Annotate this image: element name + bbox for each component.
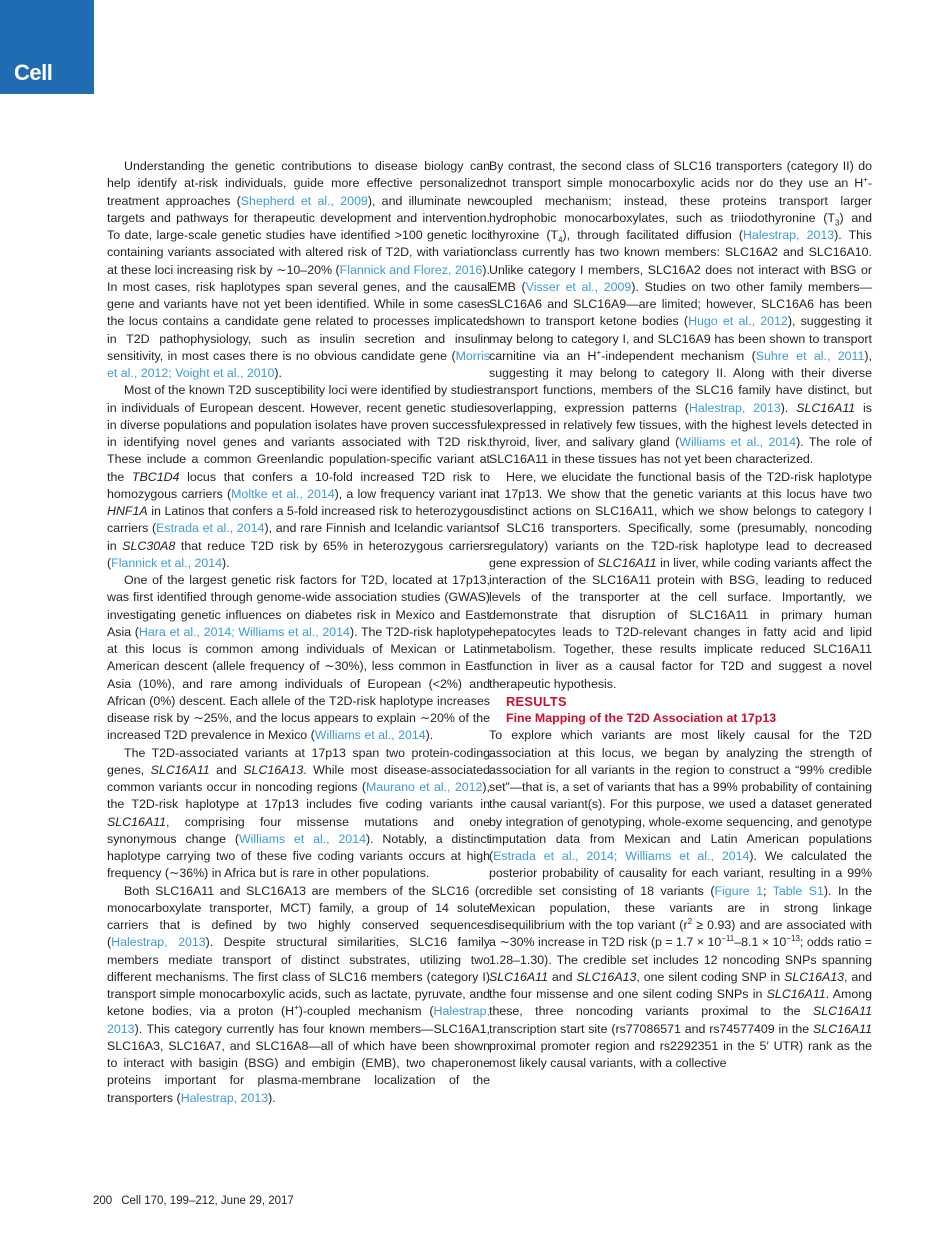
gene-name: SLC16A11 [107,814,167,829]
citation-link[interactable]: Williams et al., 2014 [314,728,426,743]
table-link[interactable]: Table S1 [772,883,824,898]
citation-link[interactable]: Hara et al., 2014; Williams et al., 2014 [138,624,350,639]
citation-link[interactable]: Estrada et al., 2014 [156,521,265,536]
gene-name: SLC16A11 [597,555,657,570]
journal-logo-text: Cell [14,60,53,85]
citation-link[interactable]: Halestrap, 2013 [688,400,781,415]
gene-name: SLC16A11 [812,1004,872,1019]
paragraph: To explore which variants are most likely causal for the T2D association at this locus, we began by analyzing the strength of association for all variants in the region to construct a “99% credible set”—that is, a set of variants that has a 99% probability of containing the causal variant(s). For this purpose, we used a dataset generated by integration of genotyping, whole-exome sequencing, and genotype imputation data from Mexican and Latin American populations (Estrada et al., 2014; Williams et al., 2014). We calculated the posterior probability of causality for each variant, resulting in a 99% credible set consisting of 18 variants (Figure 1; Table S1). In the Mexican population, these variants are in strong linkage disequilibrium with the top variant $(r^2 \ge 0.93)$ and are associated with a ∼30% increase in T2D risk ($p = 1.7 \times 10^{-11}-8.1 \times 10^{-13}$; odds ratio = 1.28–1.30). The credible set includes 12 noncoding SNPs spanning SLC16A11 and SLC16A13, one silent coding SNP in SLC16A13, and the four missense and one silent coding SNPs in SLC16A11. Among these, three noncoding variants proximal to the SLC16A11 transcription start site (rs77086571 and rs74577409 in the SLC16A11 proximal promoter region and rs2292351 in the 5′ UTR) rank as the most likely causal variants, with a collective [489,728,873,1070]
citation-link[interactable]: Moltke et al., 2014 [231,486,335,501]
citation-link[interactable]: Morris et al., 2012; Voight et al., 2010 [107,348,490,380]
citation-link[interactable]: Maurano et al., 2012 [365,780,483,794]
gene-name: SLC16A11 [150,762,210,777]
citation-link[interactable]: Shepherd et al., 2009 [240,193,368,208]
citation-link[interactable]: Suhre et al., 2011 [755,348,865,363]
citation-link[interactable]: Estrada et al., 2014; Williams et al., 2014 [493,849,750,863]
gene-name: SLC30A8 [122,538,176,553]
citation-link[interactable]: Halestrap, 2013 [742,228,835,242]
journal-citation: Cell 170, 199–212, June 29, 2017 [121,1195,294,1207]
citation-link[interactable]: Flannick and Florez, 2016 [339,262,483,277]
citation-link[interactable]: Hugo et al., 2012 [688,314,788,329]
section-heading-results: RESULTS [506,693,567,709]
journal-logo [0,0,94,94]
citation-link[interactable]: Halestrap, 2013 [107,1004,490,1036]
paragraph: Most of the known T2D susceptibility loci were identified by studies in individuals of European descent. However, recent genetic studies in diverse populations and population isolates have proven successful in identifying novel genes and variants associated with T2D risk. These include a common Greenlandic population-specific variant at the TBC1D4 locus that confers a 10-fold increased T2D risk to homozygous carriers (Moltke et al., 2014), a low frequency variant in HNF1A in Latinos that confers a 5-fold increased risk to heterozygous carriers (Estrada et al., 2014), and rare Finnish and Icelandic variants in SLC30A8 that reduce T2D risk by 65% in heterozygous carriers (Flannick et al., 2014). [107,383,491,570]
left-column [107,158,490,1107]
citation-link[interactable]: Halestrap, 2013 [111,935,206,950]
paragraph: Understanding the genetic contributions to disease biology can help identify at-risk individuals, guide more effective personalized treatment approaches (Shepherd et al., 2009), and illuminate new targets and pathways for therapeutic development and intervention. To date, large-scale genetic studies have identified >100 genetic loci containing variants associated with altered risk of T2D, with variation at these loci increasing risk by ∼10–20% (Flannick and Florez, 2016). In most cases, risk haplotypes span several genes, and the causal gene and variants have not yet been identified. While in some cases the locus contains a candidate gene related to processes implicated in T2D pathophysiology, such as insulin secretion and insulin sensitivity, in most cases there is no obvious candidate gene (Morris et al., 2012; Voight et al., 2010). [107,159,490,380]
gene-name: SLC16A11 [766,987,826,1001]
gene-name: SLC16A13 [576,969,637,984]
figure-link[interactable]: Figure 1 [714,883,763,898]
citation-link[interactable]: Halestrap, 2013 [180,1090,269,1105]
right-column [489,158,872,1072]
paragraph: By contrast, the second class of SLC16 transporters (category II) do not transport simple monocarboxylic acids nor do they use an H+-coupled mechanism; instead, these proteins transport larger hydrophobic monocarboxylates, such as triiodothyronine $(T_3)$ and thyroxine $(T_4)$, through facilitated diffusion (Halestrap, 2013). This class currently has two known members: SLC16A2 and SLC16A10. Unlike category I members, SLC16A2 does not interact with BSG or EMB (Visser et al., 2009). Studies on two other family members—SLC16A6 and SLC16A9—are limited; however, SLC16A6 has been shown to transport ketone bodies (Hugo et al., 2012), suggesting it may belong to category I, and SLC16A9 has been shown to transport carnitine via an H+-independent mechanism (Suhre et al., 2011), suggesting it may belong to category II. Along with their diverse transport functions, members of the SLC16 family have distinct, but overlapping, expression patterns (Halestrap, 2013). SLC16A11 is expressed in relatively few tissues, with the highest levels detected in thyroid, liver, and salivary gland (Williams et al., 2014). The role of SLC16A11 in these tissues has not yet been characterized. [489,159,873,467]
gene-name: SLC16A11 [812,1021,872,1036]
citation-link[interactable]: Williams et al., 2014 [679,435,797,449]
gene-name: SLC16A13 [784,969,845,984]
subsection-heading: Fine Mapping of the T2D Association at 17p13 [506,711,777,725]
citation-link[interactable]: Williams et al., 2014 [238,831,366,846]
page-number: 200 [93,1195,113,1207]
citation-link[interactable]: Visser et al., 2009 [525,279,632,294]
gene-name: SLC16A11 [796,400,856,415]
citation-link[interactable]: Flannick et al., 2014 [111,555,223,570]
gene-name: TBC1D4 [131,469,180,484]
paragraph: Both SLC16A11 and SLC16A13 are members of the SLC16 (or monocarboxylate transporter, MCT) family, a group of 14 solute carriers that is defined by two highly conserved sequences (Halestrap, 2013). Despite structural similarities, SLC16 family members mediate transport of distinct substrates, utilizing two different mechanisms. The first class of SLC16 members (category I) transport simple monocarboxylic acids, such as lactate, pyruvate, and ketone bodies, via a proton (H+)-coupled mechanism (Halestrap, 2013). This category currently has four known members—SLC16A1, SLC16A3, SLC16A7, and SLC16A8—all of which have been shown to interact with basigin (BSG) and embigin (EMB), two chaperone proteins important for plasma-membrane localization of the transporters (Halestrap, 2013). [107,883,490,1105]
gene-name: HNF1A [107,504,148,518]
page-footer [93,1195,294,1207]
paragraph: The T2D-associated variants at 17p13 span two protein-coding genes, SLC16A11 and SLC16A13. While most disease-associated common variants occur in noncoding regions (Maurano et al., 2012), the T2D-risk haplotype at 17p13 includes five coding variants in SLC16A11, comprising four missense mutations and one synonymous change (Williams et al., 2014). Notably, a distinct haplotype carrying two of these five coding variants occurs at high frequency (∼36%) in Africa but is rare in other populations. [107,745,490,881]
paragraph: Here, we elucidate the functional basis of the T2D-risk haplotype at 17p13. We show that the genetic variants at this locus have two distinct actions on SLC16A11, which we show belongs to category I of SLC16 transporters. Specifically, some (presumably, noncoding regulatory) variants on the T2D-risk haplotype lead to decreased gene expression of SLC16A11 in liver, while coding variants affect the interaction of the SLC16A11 protein with BSG, leading to reduced levels of the transporter at the cell surface. Importantly, we demonstrate that disruption of SLC16A11 in primary human hepatocytes leads to T2D-relevant changes in fatty acid and lipid metabolism. Together, these results implicate reduced SLC16A11 function in liver as a causal factor for T2D and suggest a novel therapeutic hypothesis. [489,469,872,691]
paragraph: One of the largest genetic risk factors for T2D, located at 17p13, was first identified through genome-wide association studies (GWAS) investigating genetic influences on diabetes risk in Mexico and East Asia (Hara et al., 2014; Williams et al., 2014). The T2D-risk haplotype at this locus is common among individuals of Mexican or Latin American descent (allele frequency of ∼30%), less common in East Asia (10%), and rare among individuals of European (<2%) and African (0%) descent. Each allele of the T2D-risk haplotype increases disease risk by ∼25%, and the locus appears to explain ∼20% of the increased T2D prevalence in Mexico (Williams et al., 2014). [107,573,490,743]
gene-name: SLC16A11 [489,969,549,984]
gene-name: SLC16A13 [243,762,304,777]
